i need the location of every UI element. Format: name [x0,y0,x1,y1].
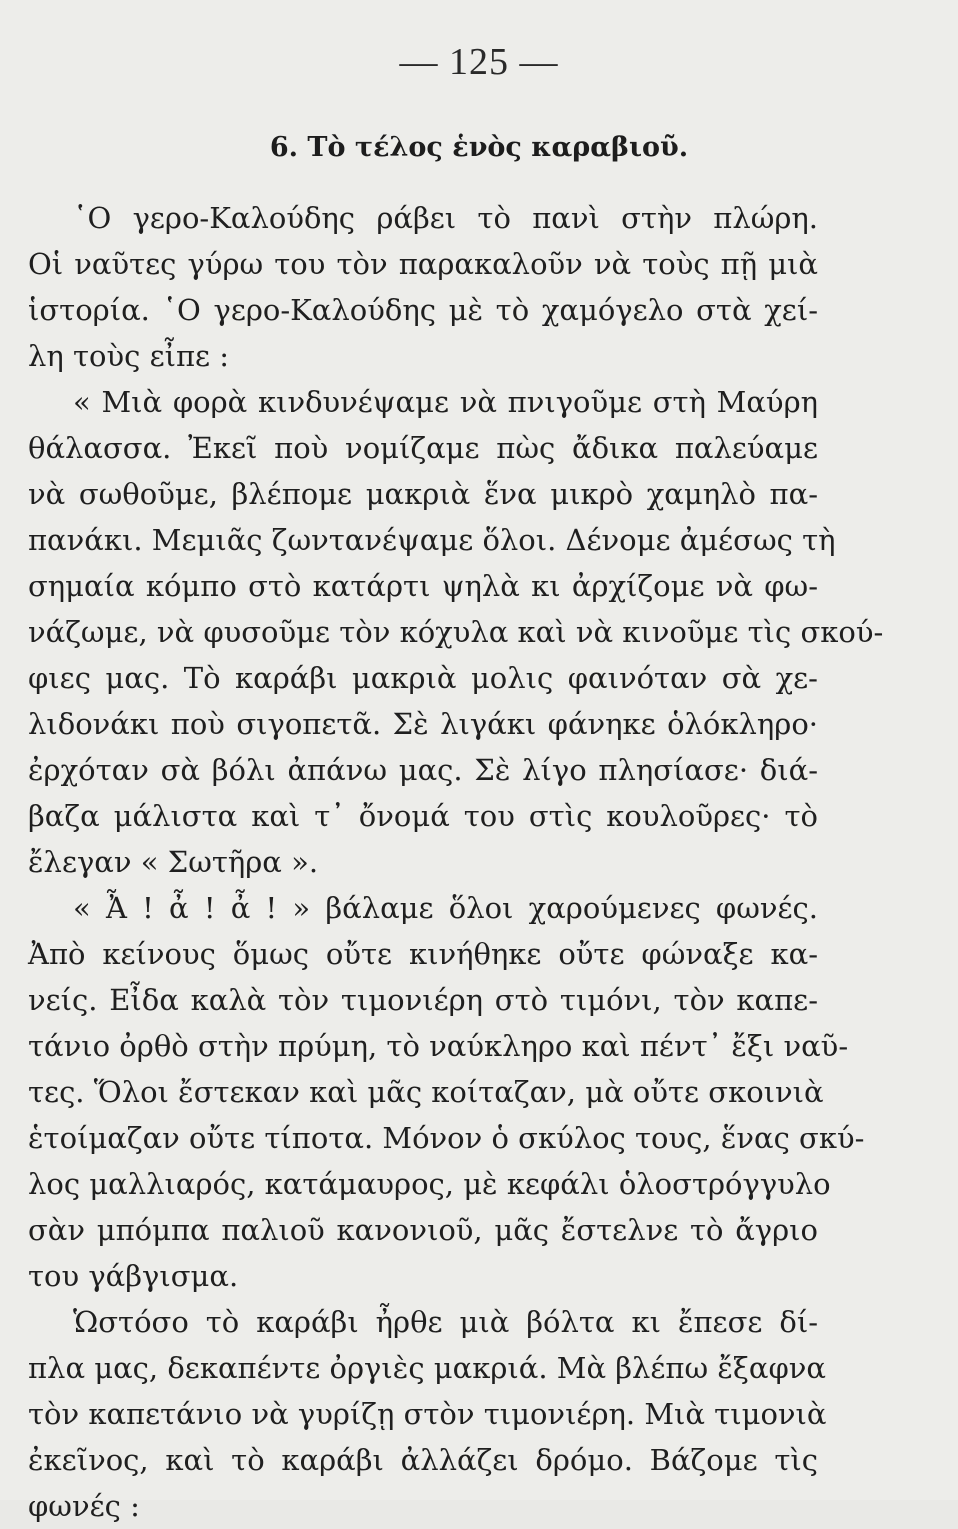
text-line: νείς. Εἶδα καλὰ τὸν τιμονιέρη στὸ τιμόνι, τὸν καπε- [28,983,818,1017]
text-line: ἐκεῖνος, καὶ τὸ καράβι ἀλλάζει δρόμο. Βάζομε τὶς [28,1443,818,1477]
chapter-title: 6. Τὸ τέλος ἑνὸς καραβιοῦ. [269,132,689,163]
text-line: τες. Ὅλοι ἔστεκαν καὶ μᾶς κοίταζαν, μὰ οὔτε σκοινιὰ [28,1075,824,1109]
text-line: λος μαλλιαρός, κατάμαυρος, μὲ κεφάλι ὁλοστρόγγυλο [28,1167,831,1201]
text-line: ἱστορία. ῾Ο γερο-Καλούδης μὲ τὸ χαμόγελο στὰ χεί- [28,293,818,327]
text-line: Ὡστόσο τὸ καράβι ἦρθε μιὰ βόλτα κι ἔπεσε δί- [73,1305,818,1339]
text-line: λη τοὺς εἶπε : [28,339,230,373]
text-line: πλα μας, δεκαπέντε ὀργιὲς μακριά. Μὰ βλέπω ἔξαφνα [28,1351,826,1385]
page-number: — 125 — [399,41,559,83]
text-line: θάλασσα. Ἐκεῖ ποὺ νομίζαμε πὼς ἄδικα παλεύαμε [28,431,818,465]
text-line: τάνιο ὀρθὸ στὴν πρύμη, τὸ ναύκληρο καὶ πέντ᾿ ἔξι ναῦ- [28,1029,849,1063]
text-line: ἐρχόταν σὰ βόλι ἀπάνω μας. Σὲ λίγο πλησίασε· διά- [28,753,818,787]
text-line: Οἱ ναῦτες γύρω του τὸν παρακαλοῦν νὰ τοὺς πῇ μιὰ [28,247,818,281]
text-line: νάζωμε, νὰ φυσοῦμε τὸν κόχυλα καὶ νὰ κινοῦμε τὶς σκού- [28,615,884,649]
text-line: φιες μας. Τὸ καράβι μακριὰ μολις φαινόταν σὰ χε- [28,661,818,695]
text-line: του γάβγισμα. [28,1259,239,1293]
text-line: ἑτοίμαζαν οὔτε τίποτα. Μόνον ὁ σκύλος τους, ἕνας σκύ- [28,1121,865,1155]
text-line: λιδονάκι ποὺ σιγοπετᾶ. Σὲ λιγάκι φάνηκε ὁλόκληρο· [28,707,818,741]
text-line: ἔλεγαν « Σωτῆρα ». [28,845,319,879]
text-line: Ἀπὸ κείνους ὅμως οὔτε κινήθηκε οὔτε φώναξε κα- [28,937,818,971]
text-line: πανάκι. Μεμιᾶς ζωντανέψαμε ὅλοι. Δένομε ἀμέσως τὴ [28,523,836,557]
text-line: βαζα μάλιστα καὶ τ᾿ ὄνομά του στὶς κουλοῦρες· τὸ [28,799,818,833]
body-text [28,195,884,1529]
text-line: « Μιὰ φορὰ κινδυνέψαμε νὰ πνιγοῦμε στὴ Μαύρη [73,385,818,419]
text-line: φωνές : [28,1489,140,1523]
text-line: σὰν μπόμπα παλιοῦ κανονιοῦ, μᾶς ἔστελνε τὸ ἄγριο [28,1213,818,1247]
text-line: τὸν καπετάνιο νὰ γυρίζῃ στὸν τιμονιέρη. Μιὰ τιμονιὰ [28,1397,827,1431]
text-line: σημαία κόμπο στὸ κατάρτι ψηλὰ κι ἀρχίζομε νὰ φω- [28,569,818,603]
text-line: νὰ σωθοῦμε, βλέπομε μακριὰ ἕνα μικρὸ χαμηλὸ πα- [28,477,818,511]
text-line: ῾Ο γερο-Καλούδης ράβει τὸ πανὶ στὴν πλώρη. [73,201,818,235]
text-line: « Ἆ ! ἆ ! ἆ ! » βάλαμε ὅλοι χαρούμενες φωνές. [73,891,818,925]
